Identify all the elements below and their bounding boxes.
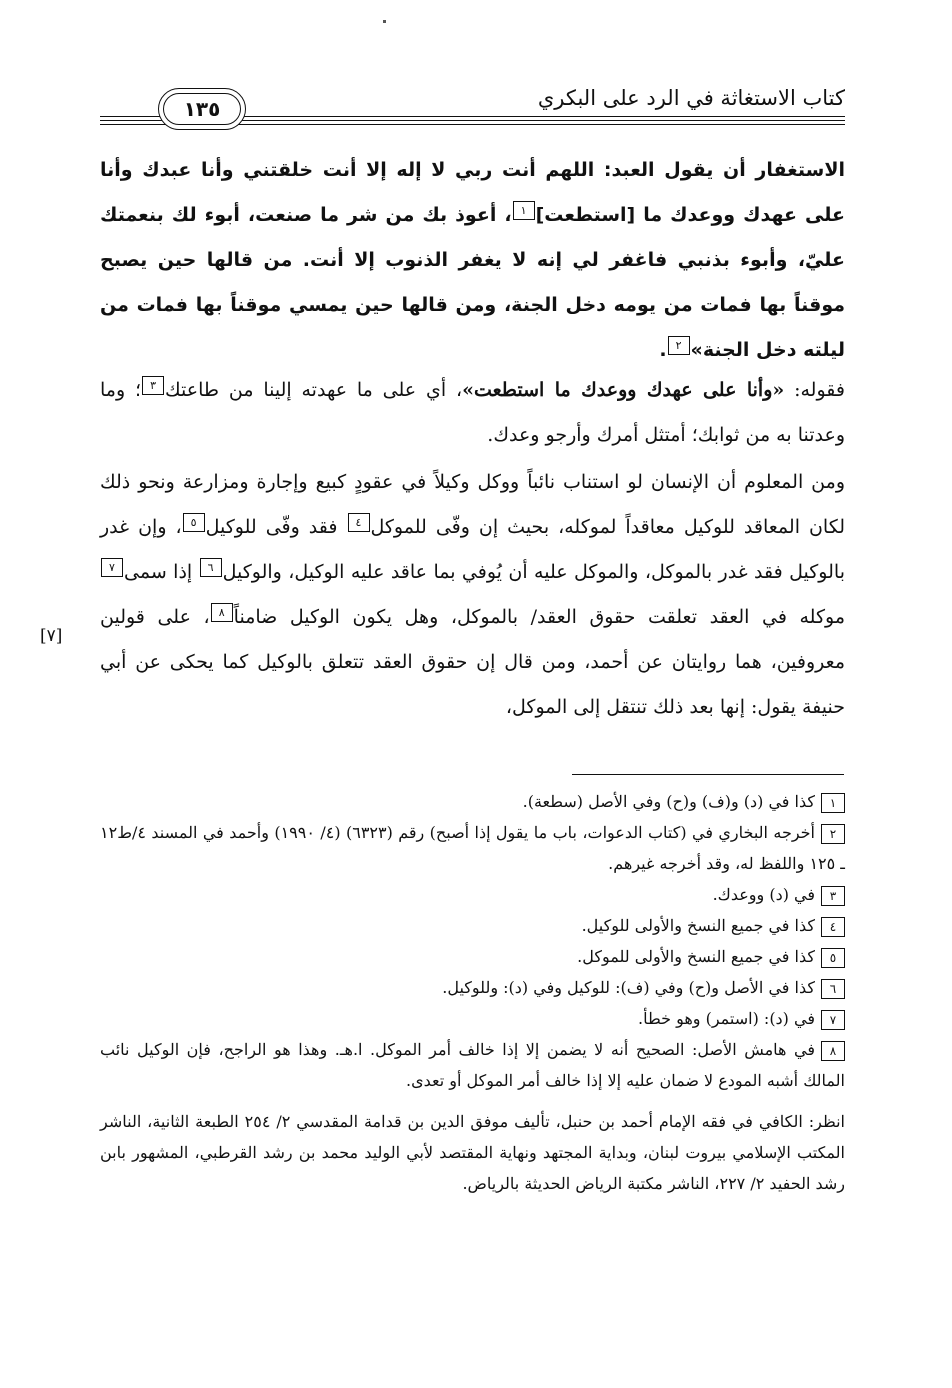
footnote-text: كذا في جميع النسخ والأولى للموكل.: [577, 947, 815, 966]
text-run: ، على قولين معروفين، هما روايتان عن أحمد، ومن قال إن حقوق العقد تتعلق بالوكيل كما يحكى عن أبي حنيفة يقول: إنها بعد ذلك تنتقل إلى الموكل،: [100, 606, 845, 718]
footnote-ref[interactable]: ٣: [142, 376, 164, 395]
footnote-text: كذا في الأصل و(ح) وفي (ف): للوكيل وفي (د): وللوكيل.: [442, 978, 815, 997]
page-speck: [383, 20, 386, 23]
footnote: [100, 1034, 845, 1096]
footnote-number: ٧: [821, 1010, 845, 1030]
footnote: [100, 941, 845, 972]
footnote-separator: [572, 774, 844, 775]
footnote-number: ٦: [821, 979, 845, 999]
footnote: [100, 972, 845, 1003]
footnote-number: ٥: [821, 948, 845, 968]
source-note: انظر: الكافي في فقه الإمام أحمد بن حنبل، تأليف موفق الدين بن قدامة المقدسي ٢/ ٢٥٤ الطبعة الثانية، الناشر المكتب الإسلامي بيروت لبنان، وبداية المجتهد ونهاية المقتصد لأبي الوليد محمد بن رشد القرطبي، المشهور بابن رشد الحفيد ٢/ ٢٢٧، الناشر مكتبة الرياض الحديثة بالرياض.: [100, 1112, 846, 1193]
footnote-number: ٨: [821, 1041, 845, 1061]
page-number-frame: [158, 88, 246, 130]
footnote-ref[interactable]: ٦: [200, 558, 222, 577]
hadith-text: الاستغفار أن يقول العبد: اللهم أنت ربي لا إله إلا أنت خلقتني وأنا عبدك وأنا على عهدك ووعدك ما [استطعت]: [100, 159, 845, 226]
text-run: ومن المعلوم أن الإنسان لو استناب نائباً ووكل وكيلاً في عقودٍ كبيع وإجارة ومزارعة ونحو ذلك لكان المعاقد للوكيل معاقداً لموكله، بحيث إن وفّى للموكل: [100, 471, 845, 538]
manuscript-margin-ref: [٧]: [40, 626, 63, 646]
footnote-number: ٤: [821, 917, 845, 937]
footnote-text: في (د) ووعدك.: [712, 885, 815, 904]
footnote: [100, 1003, 845, 1034]
text-run: فقوله:: [784, 379, 845, 401]
paragraph-commentary: [100, 368, 845, 458]
footnote-text: في هامش الأصل: الصحيح أنه لا يضمن إلا إذا خالف أمر الموكل. ا.هـ. وهذا هو الراجح، فإن الوكيل نائب المالك أشبه المودع لا ضمان عليه إلا إذا خالف أمر الموكل أو تعدى.: [100, 1040, 845, 1090]
footnote-ref[interactable]: ٨: [211, 603, 233, 622]
text-run: موكله في العقد تعلقت حقوق العقد/ بالموكل، وهل يكون الوكيل ضامناً: [233, 606, 845, 628]
footnote: [100, 910, 845, 941]
footnote-text: أخرجه البخاري في (كتاب الدعوات، باب ما يقول إذا أصبح) رقم (٦٣٢٣) (٤/ ١٩٩٠) وأحمد في المسند ٤/ط١٢ ـ ١٢٥ واللفظ له، وقد أخرجه غيرهم.: [100, 823, 845, 873]
footnote-ref[interactable]: ١: [513, 201, 535, 220]
footnote-ref[interactable]: ٧: [101, 558, 123, 577]
footnote-number: ٣: [821, 886, 845, 906]
footnote: [100, 786, 845, 817]
footnote-number: ٢: [821, 824, 845, 844]
paragraph-hadith: [100, 148, 845, 373]
footnote: [100, 817, 845, 879]
hadith-text: ، أعوذ بك من شر ما صنعت، أبوء لك بنعمتك عليّ، وأبوء بذنبي فاغفر لي إنه لا يغفر الذنوب إلا أنت. من قالها حين يصبح موقناً بها فمات من يومه دخل الجنة، ومن قالها حين يمسي موقناً بها فمات من ليلته دخل الجنة»: [100, 204, 845, 361]
page-header: [100, 86, 845, 134]
footnote-ref[interactable]: ٤: [348, 513, 370, 532]
footnote-text: في (د): (استمر) وهو خطأ.: [638, 1009, 815, 1028]
footnote-text: كذا في (د) و(ف) و(ح) وفي الأصل (سطعة).: [522, 792, 815, 811]
page-number: ١٣٥: [163, 93, 241, 125]
text-run: إذا سمى: [124, 561, 199, 583]
text-run: ؛ وما وعدتنا به من ثوابك؛ أمتثل أمرك وأرجو وعدك.: [100, 379, 845, 446]
punctuation: .: [659, 339, 667, 361]
text-run: ، وإن غدر بالوكيل فقد غدر بالموكل، والموكل عليه أن يُوفي بما عاقد عليه الوكيل، والوكيل: [100, 516, 845, 583]
quoted-phrase: «وأنا على عهدك ووعدك ما استطعت»: [462, 379, 785, 401]
footnote: [100, 879, 845, 910]
footnote-number: ١: [821, 793, 845, 813]
running-title: كتاب الاستغاثة في الرد على البكري: [537, 86, 845, 110]
footnote-text: كذا في جميع النسخ والأولى للوكيل.: [581, 916, 815, 935]
footnote-ref[interactable]: ٢: [668, 336, 690, 355]
text-run: فقد وفّى للوكيل: [205, 516, 347, 538]
footnote-ref[interactable]: ٥: [183, 513, 205, 532]
text-run: ، أي على ما عهدته إلينا من طاعتك: [165, 379, 463, 401]
footnotes: [100, 786, 845, 1199]
paragraph-agency: [100, 460, 845, 730]
